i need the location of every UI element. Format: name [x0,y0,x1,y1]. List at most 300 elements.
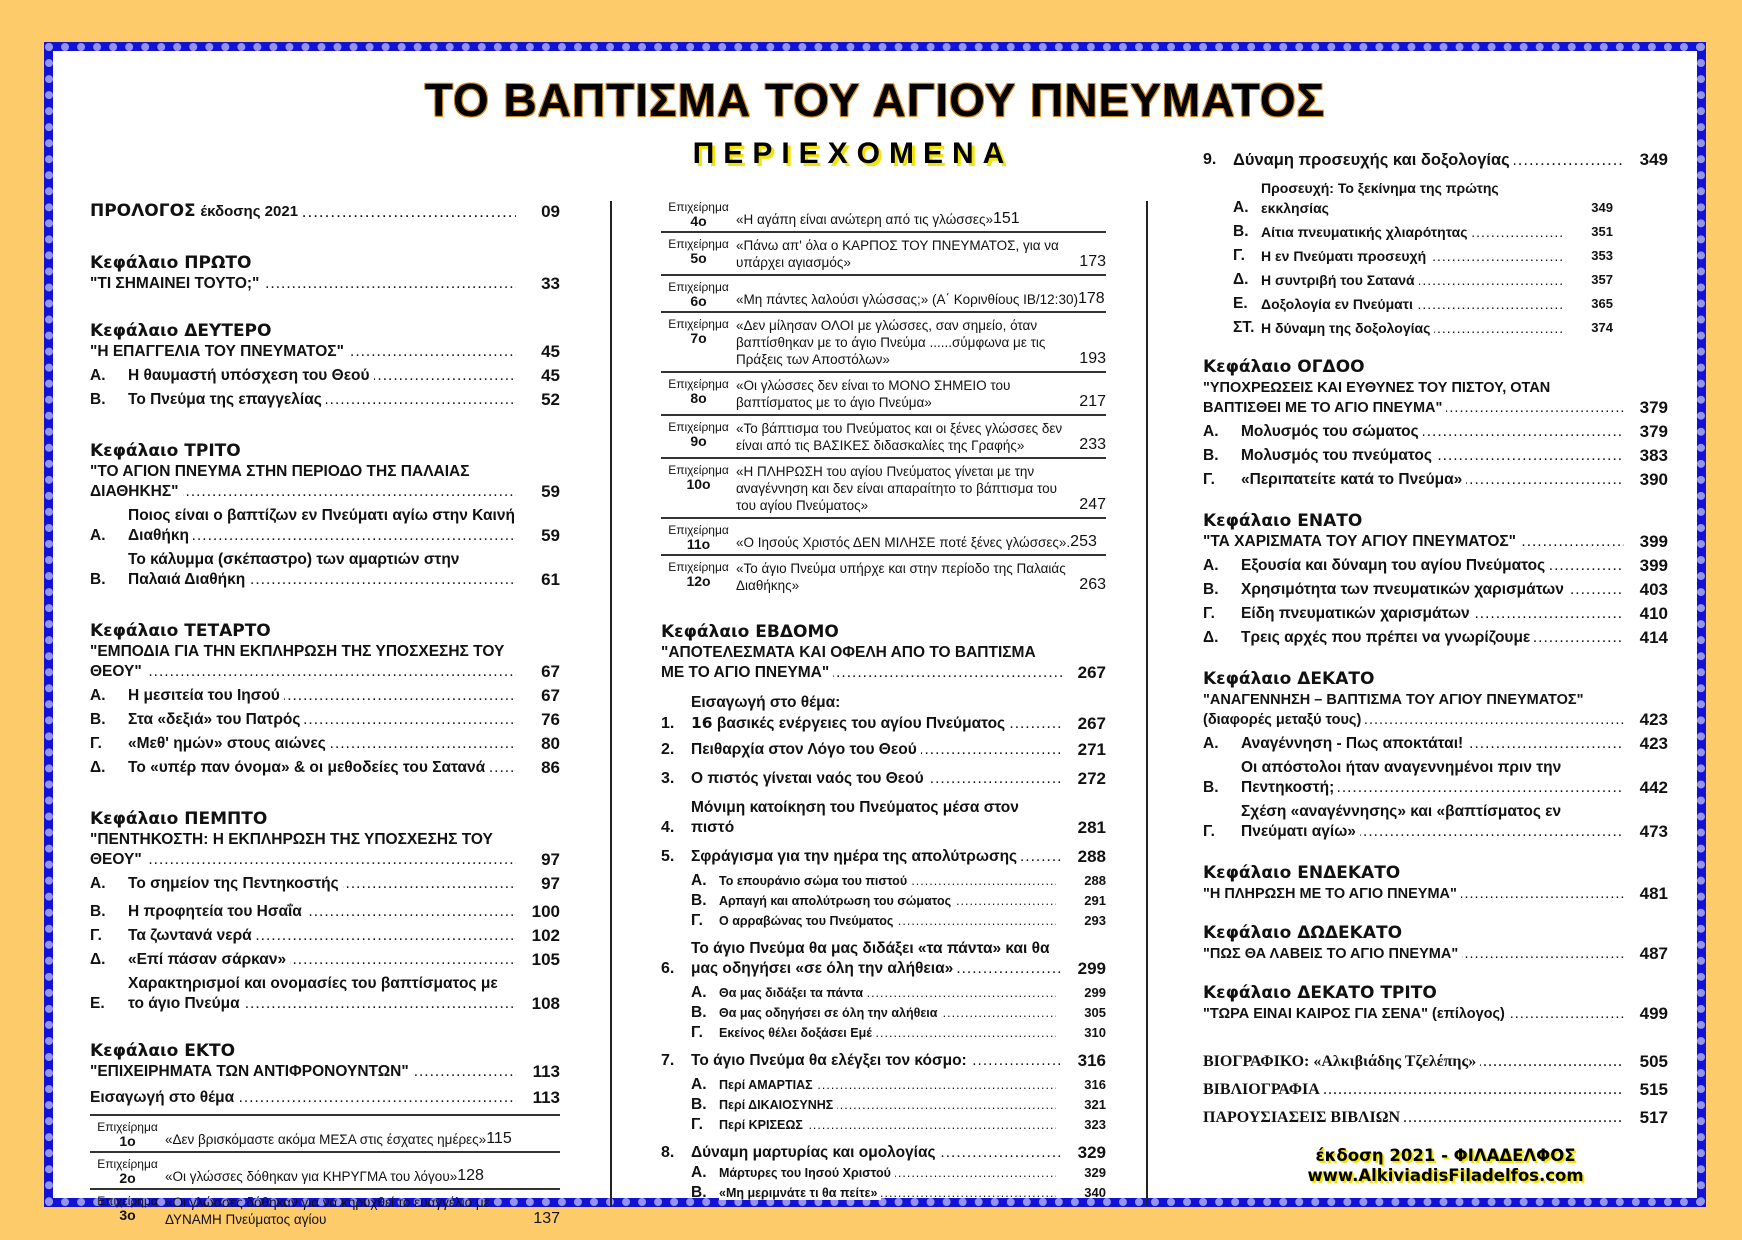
chapter-title: "ΕΠΙΧΕΙΡΗΜΑΤΑ ΤΩΝ ΑΝΤΙΦΡΟΝΟΥΝΤΩΝ" [90,1063,413,1080]
item-label: Μολυσμός του πνεύματος [1241,447,1436,464]
argument-label: «Οι γλώσσες δόθηκαν για να κηρυχθεί το ευαγγέλιο με ΔΥΝΑΜΗ Πνεύματος αγίου [165,1195,490,1227]
toc-argument-5[interactable] [661,231,1106,274]
item-label: Ο αρραβώνας του Πνεύματος [719,914,897,928]
chapter-title: "ΠΩΣ ΘΑ ΛΑΒΕΙΣ ΤΟ ΑΓΙΟ ΠΝΕΥΜΑ" [1203,946,1462,962]
item-letter: Β. [90,391,106,408]
toc-entry-chapter-2[interactable] [90,342,560,362]
chapter-title: "ΠΕΝΤΗΚΟΣΤΗ: Η ΕΚΠΛΗΡΩΣΗ ΤΗΣ ΥΠΟΣΧΕΣΗΣ ΤΟΥ ΘΕΟΥ" [90,831,493,868]
page-number: 137 [533,1210,560,1227]
page-number: 263 [1079,576,1106,593]
appendix-label: ΒΙΟΓΡΑΦΙΚΟ: «Αλκιβιάδης Τζελέπης» [1203,1053,1480,1070]
page-number: 473 [1639,822,1668,841]
item-label: Στα «δεξιά» του Πατρός [128,711,304,728]
item-label: Σχέση «αναγέννησης» και «βαπτίσματος εν Πνεύματι αγίω» [1241,803,1562,840]
item-count: 16 [691,714,713,732]
argument-word: Επιχείρημα [668,317,729,331]
page-number: 293 [1084,913,1106,928]
item-letter: Β. [691,1096,707,1113]
page-number: 281 [1077,818,1106,837]
page-number: 100 [531,902,560,921]
page-number: 374 [1591,320,1613,335]
item-label: Μόνιμη κατοίκηση του Πνεύματος μέσα στον πιστό [691,799,1019,836]
argument-number: 2ο [119,1170,136,1186]
page-number: 102 [531,926,560,945]
item-number: 6. [661,960,675,977]
item-number: 5. [661,848,675,865]
toc-subentry[interactable] [691,891,1106,911]
item-letter: ΣΤ. [1233,319,1255,336]
page-number: 517 [1639,1108,1668,1127]
toc-entry-biography[interactable] [1203,1052,1668,1072]
toc-entry-bibliography[interactable] [1203,1080,1668,1100]
toc-subentry[interactable] [691,1003,1106,1023]
toc-entry-chapter-13[interactable] [1203,1004,1668,1024]
page-number: 59 [541,482,560,501]
toc-subentry[interactable] [1203,734,1668,754]
page-number: 351 [1591,224,1613,239]
item-label: Η συντριβή του Σατανά [1261,272,1419,288]
item-label: Η εν Πνεύματι προσευχή [1261,248,1430,264]
chapter-heading: Κεφάλαιο ΔΕΚΑΤΟ [1203,669,1375,689]
item-label: Θα μας οδηγήσει σε όλη την αλήθεια [719,1006,941,1020]
toc-subentry[interactable] [1203,802,1668,842]
item-label: Αίτια πνευματικής χλιαρότητας [1261,224,1471,240]
argument-label: «Οι γλώσσες δόθηκαν για ΚΗΡΥΓΜΑ του λόγου» [165,1169,458,1184]
toc-subentry[interactable] [661,939,1106,979]
toc-subentry[interactable] [661,693,1106,734]
toc-subentry[interactable] [661,740,1106,760]
page-number: 45 [541,366,560,385]
toc-subentry[interactable] [691,983,1106,1003]
item-label: Περί ΚΡΙΣΕΩΣ [719,1118,807,1132]
page-number: 349 [1591,200,1613,215]
item-label: Εκείνος θέλει δοξάσει Εμέ [719,1026,876,1040]
item-letter: Β. [1203,581,1219,598]
item-letter: Α. [691,1164,707,1181]
item-label: βασικές ενέργειες του αγίου Πνεύματος [716,715,1006,732]
toc-argument-4[interactable] [661,196,1106,231]
toc-subentry[interactable] [90,734,560,754]
page-number: 59 [541,526,560,545]
item-label: Το Πνεύμα της επαγγελίας [128,391,326,408]
page-number: 173 [1079,253,1106,270]
item-label: Ο πιστός γίνεται ναός του Θεού [691,770,928,787]
toc-subentry[interactable] [1203,628,1668,648]
item-label: Το κάλυμμα (σκέπαστρο) των αμαρτιών στην Παλαιά Διαθήκη [128,551,460,588]
item-label: Μάρτυρες του Ιησού Χριστού [719,1166,895,1180]
page-number: 399 [1639,532,1668,551]
toc-subentry[interactable] [661,1143,1106,1163]
toc-column-middle [661,196,1106,1203]
toc-subentry[interactable] [691,911,1106,931]
footer [1213,1146,1678,1186]
book-title: ΤΟ ΒΑΠΤΙΣΜΑ ΤΟΥ ΑΓΙΟΥ ΠΝΕΥΜΑΤΟΣ [424,74,1326,126]
item-letter: Δ. [90,759,106,776]
item-label: Η θαυμαστή υπόσχεση του Θεού [128,367,374,384]
item-letter: Α. [1233,199,1249,216]
item-label: Το άγιο Πνεύμα θα μας διδάξει «τα πάντα» και θα μας οδηγήσει «σε όλη την αλήθεια» [691,940,1050,977]
item-label: Εξουσία και δύναμη του αγίου Πνεύματος [1241,557,1549,574]
toc-subentry[interactable] [90,874,560,894]
argument-number: 7ο [690,330,707,346]
toc-entry-chapter-11[interactable] [1203,884,1668,904]
toc-subentry[interactable] [90,506,560,546]
argument-word: Επιχείρημα [668,237,729,251]
page-number: 128 [457,1167,484,1184]
argument-number: 5ο [690,250,707,266]
argument-label: «Το άγιο Πνεύμα υπήρχε και στην περίοδο της Παλαιάς Διαθήκης» [736,561,1066,593]
item-letter: Β. [691,1184,707,1201]
item-label: Η προφητεία του Ησαΐα [128,903,306,920]
item-letter: Β. [691,1004,707,1021]
item-label: Τα ζωντανά νερά [128,927,256,944]
toc-entry-book-presentations[interactable] [1203,1108,1668,1128]
item-label: Το σημείον της Πεντηκοστής [128,875,343,892]
page-number: 423 [1639,734,1668,753]
toc-subentry[interactable] [1233,318,1613,338]
item-label: Τρεις αρχές που πρέπει να γνωρίζουμε [1241,629,1534,646]
item-label: Πειθαρχία στον Λόγο του Θεού [691,741,921,758]
toc-subentry[interactable] [1203,150,1668,170]
toc-entry-chapter-12[interactable] [1203,944,1668,964]
page-number: 349 [1639,150,1668,169]
page-number: 09 [541,202,560,221]
toc-subentry[interactable] [1233,294,1613,314]
website-link[interactable]: www.AlkiviadisFiladelfos.com [1307,1166,1584,1185]
page-number: 33 [541,274,560,293]
page-number: 97 [541,850,560,869]
page-number: 390 [1639,470,1668,489]
page-number: 357 [1591,272,1613,287]
chapter-heading: Κεφάλαιο ΟΓΔΟΟ [1203,357,1365,377]
toc-entry-chapter-4[interactable] [90,642,560,682]
item-letter: Α. [90,687,106,704]
argument-word: Επιχείρημα [668,420,729,434]
toc-entry-chapter-1[interactable] [90,274,560,294]
argument-number: 10ο [686,476,711,492]
toc-subentry[interactable] [90,950,560,970]
page-number: 340 [1084,1185,1106,1200]
item-letter: Γ. [1203,823,1215,840]
argument-word: Επιχείρημα [668,377,729,391]
item-letter: Γ. [1203,605,1215,622]
toc-argument-6[interactable] [661,274,1106,311]
item-label: Σφράγισμα για την ημέρα της απολύτρωσης [691,848,1021,865]
item-letter: Δ. [90,951,106,968]
item-letter: Α. [691,1076,707,1093]
page-number: 67 [541,686,560,705]
page-number: 61 [541,570,560,589]
toc-entry-chapter-8[interactable] [1203,378,1668,418]
toc-subentry[interactable] [90,366,560,386]
item-label: Δύναμη προσευχής και δοξολογίας [1233,151,1514,169]
page-number: 253 [1070,533,1097,550]
page-number: 487 [1639,944,1668,963]
item-letter: Γ. [691,1024,703,1041]
page-number: 316 [1077,1051,1106,1070]
item-label: «Μεθ' ημών» στους αιώνες [128,735,330,752]
item-label: Ποιος είναι ο βαπτίζων εν Πνεύματι αγίω στην Καινή Διαθήκη [128,507,515,544]
toc-subentry[interactable] [90,686,560,706]
toc-argument-10[interactable] [661,457,1106,517]
item-label: Περί ΔΙΚΑΙΟΣΥΝΗΣ [719,1098,837,1112]
toc-subentry[interactable] [661,769,1106,789]
item-label: Θα μας διδάξει τα πάντα [719,986,867,1000]
page-frame [45,43,1705,1227]
item-letter: Ε. [90,995,105,1012]
item-number: 8. [661,1144,675,1161]
page-number: 272 [1077,769,1106,788]
page-number: 113 [532,1088,560,1107]
edition-note: έκδοση 2021 - ΦΙΛΑΔΕΛΦΟΣ [1315,1146,1576,1165]
toc-subentry[interactable] [691,1183,1106,1203]
page-number: 247 [1079,496,1106,513]
toc-subentry[interactable] [1233,270,1613,290]
page-number: 291 [1084,893,1106,908]
page-number: 288 [1077,847,1106,866]
page-number: 329 [1084,1165,1106,1180]
argument-word: Επιχείρημα [668,463,729,477]
toc-subentry[interactable] [691,871,1106,891]
toc-subentry[interactable] [691,1023,1106,1043]
toc-entry-prologue[interactable] [90,201,560,222]
page-number: 299 [1077,959,1106,978]
item-letter: Β. [1203,447,1219,464]
page-number: 515 [1639,1080,1668,1099]
item-label: Το «υπέρ παν όνομα» & οι μεθοδείες του Σατανά [128,759,489,776]
page-number: 403 [1639,580,1668,599]
item-number: 3. [661,770,675,787]
toc-argument-7[interactable] [661,311,1106,371]
item-letter: Β. [90,571,106,588]
item-label: «Επί πάσαν σάρκαν» [128,951,290,968]
chapter-title: "Η ΕΠΑΓΓΕΛΙΑ ΤΟΥ ΠΝΕΥΜΑΤΟΣ" [90,343,348,360]
item-label: Η δύναμη της δοξολογίας [1261,320,1434,336]
item-number: 7. [661,1052,675,1069]
argument-word: Επιχείρημα [97,1120,158,1134]
item-letter: Α. [1203,735,1219,752]
page-number: 76 [541,710,560,729]
toc-entry-chapter-10[interactable] [1203,690,1668,730]
toc-argument-1[interactable] [90,1114,560,1151]
chapter-heading: Κεφάλαιο ΔΩΔΕΚΑΤΟ [1203,923,1403,943]
argument-label: «Η ΠΛΗΡΩΣΗ του αγίου Πνεύματος γίνεται με την αναγέννηση και δεν είναι απαραίτητο το βάπτισμα του του αγίου Πνεύματος» [736,464,1057,513]
page-number: 288 [1084,873,1106,888]
item-label: Οι απόστολοι ήταν αναγεννημένοι πριν την Πεντηκοστή; [1241,759,1562,796]
prologue-edition: έκδοσης 2021 [200,203,299,220]
toc-subentry[interactable] [1233,222,1613,242]
toc-argument-11[interactable] [661,517,1106,554]
item-letter: Α. [90,875,106,892]
page-number: 271 [1077,740,1106,759]
chapter-title: "ΥΠΟΧΡΕΩΣΕΙΣ ΚΑΙ ΕΥΘΥΝΕΣ ΤΟΥ ΠΙΣΤΟΥ, ΟΤΑΝ ΒΑΠΤΙΣΘΕΙ ΜΕ ΤΟ ΑΓΙΟ ΠΝΕΥΜΑ" [1203,380,1551,416]
item-letter: Α. [1203,557,1219,574]
item-letter: Γ. [90,735,102,752]
toc-subentry[interactable] [661,798,1106,838]
page-number: 217 [1079,393,1106,410]
toc-subentry[interactable] [1203,470,1668,490]
chapter-heading: Κεφάλαιο ΕΝΔΕΚΑΤΟ [1203,863,1401,883]
item-label: Εισαγωγή στο θέμα: [691,694,841,711]
argument-number: 3ο [119,1207,136,1223]
toc-column-right [1203,146,1668,1128]
page-number: 193 [1079,350,1106,367]
chapter-heading: Κεφάλαιο ΤΕΤΑΡΤΟ [90,621,271,641]
chapter-heading: Κεφάλαιο ΠΕΜΠΤΟ [90,809,268,829]
toc-subentry[interactable] [1203,556,1668,576]
page-number: 410 [1639,604,1668,623]
argument-word: Επιχείρημα [668,280,729,294]
argument-number: 9ο [690,433,707,449]
toc-subentry[interactable] [90,902,560,922]
item-label: Δοξολογία εν Πνεύματι [1261,296,1417,312]
toc-subentry[interactable] [1203,580,1668,600]
page-number: 323 [1084,1117,1106,1132]
toc-entry-chapter-5[interactable] [90,830,560,870]
item-letter: Ε. [1233,295,1248,312]
toc-subentry[interactable] [661,1051,1106,1071]
page-number: 383 [1639,446,1668,465]
item-number: 4. [661,819,675,836]
item-letter: Α. [90,527,106,544]
toc-subentry[interactable] [90,758,560,778]
page-number: 45 [541,342,560,361]
item-number: 2. [661,741,675,758]
argument-label: «Δεν βρισκόμαστε ακόμα ΜΕΣΑ στις έσχατες ημέρες» [165,1132,487,1147]
page-number: 414 [1639,628,1668,647]
page-number: 108 [531,994,560,1013]
column-divider-right [1146,201,1148,1206]
item-label: Προσευχή: Το ξεκίνημα της πρώτης εκκλησίας [1261,180,1499,216]
argument-word: Επιχείρημα [668,200,729,214]
toc-subentry[interactable] [1203,446,1668,466]
item-label: Εισαγωγή στο θέμα [90,1089,238,1106]
argument-label: «Δεν μίλησαν ΟΛΟΙ με γλώσσες, σαν σημείο, όταν βαπτίσθηκαν με το άγιο Πνεύμα ......σύμφωνα με τις Πράξεις των Αποστόλων» [736,318,1046,367]
toc-subentry[interactable] [90,926,560,946]
toc-subentry[interactable] [1203,758,1668,798]
page-number: 499 [1639,1004,1668,1023]
toc-subentry[interactable] [90,974,560,1014]
chapter-heading: Κεφάλαιο ΔΕΚΑΤΟ ΤΡΙΤΟ [1203,983,1437,1003]
chapter-title: "Η ΠΛΗΡΩΣΗ ΜΕ ΤΟ ΑΓΙΟ ΠΝΕΥΜΑ" [1203,886,1461,902]
item-letter: Β. [90,711,106,728]
toc-subentry[interactable] [1203,604,1668,624]
toc-entry-chapter-6[interactable] [90,1062,560,1082]
toc-subentry[interactable] [691,1075,1106,1095]
item-letter: Α. [691,984,707,1001]
toc-entry-chapter-7[interactable] [661,643,1106,683]
page-number: 233 [1079,436,1106,453]
page-number: 67 [541,662,560,681]
page-number: 481 [1639,884,1668,903]
argument-label: «Η αγάπη είναι ανώτερη από τις γλώσσες» [736,212,993,227]
toc-column-left [90,146,560,1231]
argument-number: 4ο [690,213,707,229]
page-number: 113 [532,1062,560,1081]
toc-subentry[interactable] [691,1115,1106,1135]
toc-argument-2[interactable] [90,1151,560,1188]
page-number: 80 [541,734,560,753]
item-label: Αναγέννηση - Πως αποκτάται! [1241,735,1467,752]
chapter-title: "ΤΩΡΑ ΕΙΝΑΙ ΚΑΙΡΟΣ ΓΙΑ ΣΕΝΑ" (επίλογος) [1203,1006,1509,1022]
toc-subentry[interactable] [1233,246,1613,266]
argument-label: «Οι γλώσσες δεν είναι το ΜΟΝΟ ΣΗΜΕΙΟ του βαπτίσματος με το άγιο Πνεύμα» [736,378,1011,410]
item-letter: Α. [90,367,106,384]
toc-subentry[interactable] [90,550,560,590]
argument-word: Επιχείρημα [97,1157,158,1171]
chapter-title: "ΤΑ ΧΑΡΙΣΜΑΤΑ ΤΟΥ ΑΓΙΟΥ ΠΝΕΥΜΑΤΟΣ" [1203,533,1520,550]
page-number: 299 [1084,985,1106,1000]
page-number: 151 [992,210,1020,227]
item-label: «Μη μεριμνάτε τι θα πείτε» [719,1186,881,1200]
toc-argument-3[interactable] [90,1188,560,1231]
item-label: Χρησιμότητα των πνευματικών χαρισμάτων [1241,581,1568,598]
page-number: 310 [1084,1025,1106,1040]
toc-entry-intro[interactable] [90,1088,560,1108]
argument-number: 12ο [686,573,711,589]
item-label: Δύναμη μαρτυρίας και ομολογίας [691,1144,940,1161]
chapter-title: "ΕΜΠΟΔΙΑ ΓΙΑ ΤΗΝ ΕΚΠΛΗΡΩΣΗ ΤΗΣ ΥΠΟΣΧΕΣΗΣ ΤΟΥ ΘΕΟΥ" [90,643,505,680]
chapter-heading: Κεφάλαιο ΕΚΤΟ [90,1041,236,1061]
page-number: 321 [1084,1097,1106,1112]
toc-argument-12[interactable] [661,554,1106,597]
prologue-label: ΠΡΟΛΟΓΟΣ [90,201,196,221]
item-letter: Β. [90,903,106,920]
page-number: 423 [1639,710,1668,729]
item-letter: Γ. [691,1116,703,1133]
toc-subentry[interactable] [1233,178,1613,218]
item-letter: Β. [691,892,707,909]
toc-argument-9[interactable] [661,414,1106,457]
toc-entry-chapter-9[interactable] [1203,532,1668,552]
item-number: 9. [1203,151,1217,168]
toc-subentry[interactable] [691,1095,1106,1115]
argument-label: «Ο Ιησούς Χριστός ΔΕΝ ΜΙΛΗΣΕ ποτέ ξένες γλώσσες». [736,535,1071,550]
appendix-label: ΒΙΒΛΙΟΓΡΑΦΙΑ [1203,1081,1324,1098]
chapter-title: "ΤΟ ΑΓΙΟΝ ΠΝΕΥΜΑ ΣΤΗΝ ΠΕΡΙΟΔΟ ΤΗΣ ΠΑΛΑΙΑΣ ΔΙΑΘΗΚΗΣ" [90,463,470,500]
page-number: 267 [1077,663,1106,682]
item-label: Είδη πνευματικών χαρισμάτων [1241,605,1474,622]
toc-entry-chapter-3[interactable] [90,462,560,502]
argument-number: 1ο [119,1133,136,1149]
argument-label: «Το βάπτισμα του Πνεύματος και οι ξένες γλώσσες δεν είναι από τις ΒΑΣΙΚΕΣ διδασκαλίες της Γραφής» [736,421,1063,453]
argument-label: «Μη πάντες λαλούσι γλώσσας;» (Α΄ Κορινθίους ΙΒ/12:30) [736,292,1078,307]
argument-number: 6ο [690,293,707,309]
item-label: Περί ΑΜΑΡΤΙΑΣ [719,1078,817,1092]
argument-number: 11ο [686,536,711,552]
toc-argument-8[interactable] [661,371,1106,414]
page-number: 305 [1084,1005,1106,1020]
item-label: Το άγιο Πνεύμα θα ελέγξει τον κόσμο: [691,1052,971,1069]
chapter-heading: Κεφάλαιο ΤΡΙΤΟ [90,441,241,461]
item-letter: Γ. [90,927,102,944]
chapter-title: "ΑΠΟΤΕΛΕΣΜΑΤΑ ΚΑΙ ΟΦΕΛΗ ΑΠΟ ΤΟ ΒΑΠΤΙΣΜΑ ΜΕ ΤΟ ΑΓΙΟ ΠΝΕΥΜΑ" [661,644,1036,681]
toc-subentry[interactable] [90,390,560,410]
page-number: 353 [1591,248,1613,263]
argument-word: Επιχείρημα [668,560,729,574]
item-letter: Α. [691,872,707,889]
item-letter: Γ. [691,912,703,929]
toc-subentry[interactable] [691,1163,1106,1183]
toc-subentry[interactable] [90,710,560,730]
toc-subentry[interactable] [661,847,1106,867]
item-label: Μολυσμός του σώματος [1241,423,1423,440]
argument-word: Επιχείρημα [668,523,729,537]
item-letter: Β. [1233,223,1249,240]
page-number: 178 [1077,290,1105,307]
item-label: Η μεσιτεία του Ιησού [128,687,284,704]
toc-subentry[interactable] [1203,422,1668,442]
